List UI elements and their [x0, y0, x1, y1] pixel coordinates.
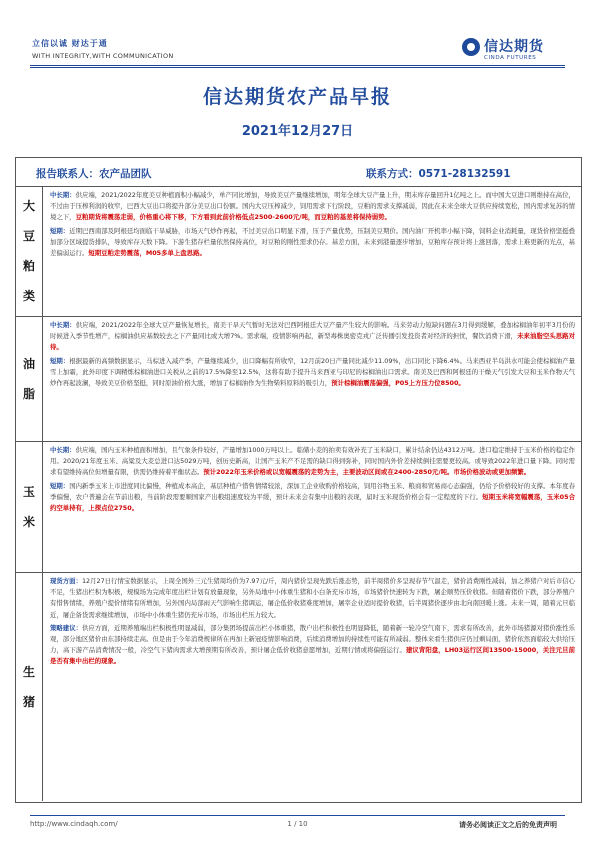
- paragraph-highlight: 建议背阳盘，LH03运行区间13500-15000，关注元旦前是否有集中出栏的现象。: [50, 646, 575, 666]
- paragraph-text: 供应端，2021/2022年全球大豆产量恢复增长，南美干旱天气暂时无法对巴西阿根廷大豆产量产生较大的影响。马来劳动力短缺问题在3月得到缓解，叠加棕榈油年初平3月份的时候进入季节性增产，棕榈油供应基数较去之下产量同比或大增7%。需求端，疫情影响再起，新型毒株奥密克戎广泛传播引发投资者对经济的担忧，餐饮消费下滑，: [50, 321, 576, 341]
- slogan-cn: 立信以诚 财达于通: [32, 39, 108, 48]
- paragraph-highlight: 短期豆粕走势震荡，M05多单上盘思路。: [88, 249, 206, 258]
- logo-name-en: CINDA FUTURES: [484, 55, 537, 61]
- section-label-char: 猪: [22, 694, 35, 709]
- section-paragraph: [50, 445, 575, 479]
- section-paragraph: [50, 190, 575, 224]
- paragraph-tag: 短期：: [50, 481, 70, 490]
- section-label-char: 生: [22, 664, 35, 679]
- disclaimer-note: 请务必阅读正文之后的免责声明: [459, 821, 557, 829]
- paragraph-tag: 现货方面：: [50, 577, 82, 585]
- section-paragraph: [50, 481, 575, 515]
- paragraph-tag: 短期：: [50, 226, 70, 235]
- section-body: [50, 320, 575, 391]
- section-label: [16, 186, 43, 316]
- footer-divider: [30, 815, 565, 816]
- header-divider-2: [30, 67, 565, 68]
- header-divider: [30, 65, 565, 66]
- section-label-char: 大: [22, 199, 35, 213]
- paragraph-text: 供应方面，近期养殖端出栏积极性明显减弱，部分集团场提前出栏小体重猪，散户出栏积极性也明显降低，随着新一轮冷空气南下，需求有所改善，此外市场猪源对猪价涨性乐观，部分地区猪价由东部持续走高。但是由于今年消费规律所在再加上新冠疫情影响消费，后续消费增加的持续性可能有所减弱。整体来看生猪供应仍过剩局面，猪价依然面临较大供给压力，高下游产品消费情况一般，冷空气下猪肉需求大增预期有所改善，预计屠企低价收猪意愿增加，近期行情或将偏强运行。: [50, 623, 575, 655]
- section-3: [16, 572, 581, 801]
- section-label: [16, 316, 43, 441]
- section-body: [50, 576, 575, 670]
- paragraph-tag: 中长期：: [50, 191, 76, 199]
- paragraph-highlight: 短期玉米将宽幅震荡，玉米05合约空单持有，上探点位2750。: [50, 492, 575, 513]
- paragraph-highlight: 预计棕榈油震荡偏强，P05上方压力位8500。: [331, 379, 465, 388]
- section-label-char: 类: [22, 289, 35, 303]
- contact-phone: 联系方式：0571-28132591: [366, 168, 511, 180]
- contact-row: [16, 158, 581, 187]
- company-logo: [462, 36, 572, 64]
- paragraph-text: 近期巴西南部及阿根廷均面临干旱威胁，市场天气炒作再起，不过美豆出口明显下滑，压于产量优势，压制美豆期价。国内油厂开机率小幅下降，饲料企业消耗量，现货价格坚挺叠加部分区域提货排队，导致库存天数下降。下游生猪存栏量依然保持高位，对豆粕的刚性需求仍存。基差方面，未来到港量逐步增加，豆粕库存预计将上涨回落，需求上难更新的光点，基差偏弱运行。: [50, 226, 576, 258]
- paragraph-tag: 短期：: [50, 356, 70, 365]
- section-body: [50, 445, 575, 516]
- report-title: 信达期货农产品早报: [202, 86, 392, 108]
- paragraph-tag: 中长期：: [50, 446, 76, 454]
- report-table: [15, 157, 582, 803]
- paragraph-text: 供应端，2021/2022年度美豆种植面积小幅减少，单产同比增加，导致美豆产量继续增加，明年全球大豆产量上升，期末库存量回升1亿吨之上。而中国大豆进口则维持在高位，不过由于压榨利润的收窄，巴西大豆出口将提升部分美豆出口份额。国内大豆压榨减少，饲用需求下行阶段，豆粕的需求支撑减弱，因此在未来全球大豆供应持续宽松，国内需求复苏的情境之下，: [50, 191, 575, 222]
- report-header: [0, 0, 595, 70]
- section-label-char: 粕: [22, 259, 35, 273]
- paragraph-highlight: 预计2022年玉米价格或以宽幅震荡的走势为主，主要波动区间或在2400-2850元/吨。市场价格波动或更加频繁。: [203, 468, 531, 477]
- section-paragraph: [50, 226, 575, 260]
- paragraph-highlight: 未来油脂空头思路对待。: [50, 332, 576, 352]
- logo-icon: [462, 38, 480, 56]
- section-label-char: 玉: [22, 484, 35, 499]
- paragraph-text: 供应端，国内玉米种植面积增加，且气象条件较好，产量增加1000万吨以上。临储小麦的拍卖有效补充了玉米缺口，累计结余仍达4312万吨。进口稳定维持于玉米价格的稳定作用。2020/21年度玉米、高粱及大麦总进口达5029万吨，创历史新高，让国产玉米产不足需的缺口得到弥补，同时国内外价差持续倒挂需要更较高。或导致2022年进口量下降。同时需求有望维持高位但增量有限，供需仍维持着平衡状态。: [50, 446, 576, 477]
- footer-url[interactable]: http://www.cindaqh.com/: [30, 820, 118, 828]
- section-label-char: 脂: [22, 386, 35, 401]
- section-paragraph: [50, 356, 575, 390]
- paragraph-text: 根据最新的高频数据显示，马棕进入减产季，产量继续减少，出口降幅有所收窄，12月前20日产量同比减少11.09%，出口同比下降6.4%。马来西亚半岛洪水可能会使棕榈油产量雪上加霜，此外印度下调精炼棕榈油进口关税从之前的17.5%降至12.5%，这将有助于提升马来西亚与印尼的棕榈油出口需求。南美及巴西和阿根廷的干燥天气引发大豆和玉米作物天气炒作再起波澜，导致美豆价格坚挺，同时原油价格大涨，增加了棕榈油作为生物柴料原料的吸引力，: [50, 356, 576, 388]
- logo-name-cn: 信达期货: [484, 39, 544, 55]
- section-body: [50, 190, 575, 261]
- contact-person: 报告联系人：农产品团队: [36, 168, 152, 180]
- section-paragraph: [50, 623, 575, 668]
- report-date: 2021年12月27日: [241, 124, 354, 139]
- paragraph-highlight: 豆粕期货将震荡走弱，价格重心将下移，下方看到此前价格低点2500-2600元/吨，而豆粕的基差将保持弱势。: [75, 213, 391, 222]
- section-label-char: 豆: [22, 229, 35, 243]
- section-1: [16, 316, 581, 442]
- paragraph-text: 12月27日行情宝数据显示，上周全国外三元生猪周均价为7.97元/斤，周内猪价呈现先跌后涨态势，前半周猪价多呈现春节气温走，猪价消费刚性减弱，加之养猪户对后市信心不足，生猪出栏积为积极，规模场为完成年度出栏计划有放量现象，另外局地中小体重生猪和小白条充斥市场，市场猪价快速转为下跌，屠企顺势压价收猪。但随着猪价下跌，部分养殖户有惜售情绪，养殖户提价情绪有所增加，另外国内局部雨天气影响生猪调运，屠企低价收猪难度增加，屠宰企业适时提价收猪，后半周猪价逐步由北向南回暖上涨。未来一周，随着元旦临近，屠企备货需求继续增加，市场中小体重生猪仍充斥市场，市场出栏压力较大。: [50, 577, 576, 619]
- paragraph-tag: 中长期：: [50, 321, 76, 329]
- section-label-char: 米: [22, 514, 35, 529]
- section-label: [16, 441, 43, 572]
- section-paragraph: [50, 320, 575, 354]
- page-number: 1 / 10: [287, 820, 308, 828]
- paragraph-text: 国内新季玉米上市进度同比偏慢，种植成本高企，基层种植户惜售情绪较浓，深加工企业收购价格较高，饲用谷物玉米、粮商和贸易商心态偏强，仍给予价格较好的支撑。本年度春季偏慢，农户普遍会在节前出粮，当前阶段需要顺国家产出粮组速度较为平缓，预计未来会有集中出粮的表现，届时玉米现货价格会有一定程度的下行。: [50, 481, 576, 501]
- paragraph-tag: 策略建议：: [50, 623, 83, 632]
- section-label-char: 油: [22, 356, 35, 371]
- section-label: [16, 572, 43, 801]
- slogan-en: WITH INTEGRITY,WITH COMMUNICATION: [32, 52, 174, 60]
- section-paragraph: [50, 576, 575, 621]
- section-0: [16, 186, 581, 317]
- section-2: [16, 441, 581, 573]
